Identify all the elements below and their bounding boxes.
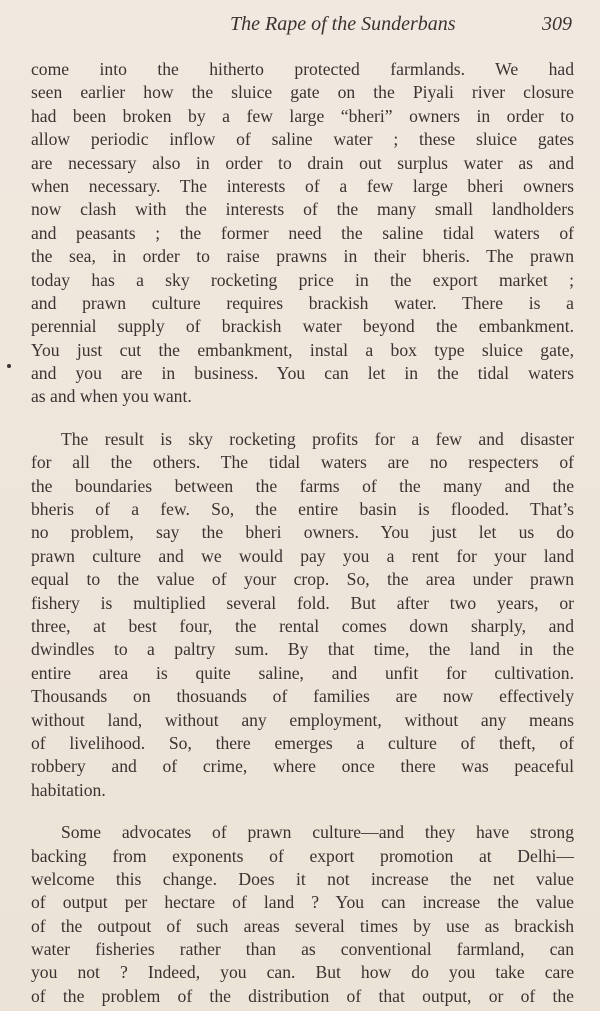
- text-line: for all the others. The tidal waters are no respecters of: [31, 452, 574, 473]
- paragraph-gap: [31, 409, 574, 428]
- text-line: welcome this change. Does it not increase the net value: [31, 868, 574, 889]
- text-line: the sea, in order to raise prawns in their bheris. The prawn: [31, 246, 574, 267]
- text-line: are necessary also in order to drain out surplus water as and: [31, 152, 574, 173]
- text-line: allow periodic inflow of saline water ; these sluice gates: [31, 129, 574, 150]
- text-line: seen earlier how the sluice gate on the Piyali river closure: [31, 82, 574, 103]
- paragraph-2: [31, 428, 574, 802]
- text-line: as and when you want.: [31, 386, 192, 407]
- paragraph-gap: [31, 802, 574, 821]
- text-line: no problem, say the bheri owners. You just let us do: [31, 522, 574, 543]
- text-line: of the problem of the distribution of that output, or of the: [31, 985, 574, 1006]
- text-line: You just cut the embankment, instal a box type sluice gate,: [31, 339, 574, 360]
- text-line: Some advocates of prawn culture—and they have strong: [61, 822, 574, 843]
- text-line: and peasants ; the former need the saline tidal waters of: [31, 222, 574, 243]
- text-line: bheris of a few. So, the entire basin is flooded. That’s: [31, 499, 574, 520]
- text-line: prawn culture and we would pay you a rent for your land: [31, 545, 574, 566]
- text-line: The result is sky rocketing profits for a few and disaster: [61, 428, 574, 449]
- text-line: equal to the value of your crop. So, the area under prawn: [31, 569, 574, 590]
- text-line: water fisheries rather than as conventional farmland, can: [31, 939, 574, 960]
- text-line: Thousands on thosuands of families are now effectively: [31, 686, 574, 707]
- text-line: entire area is quite saline, and unfit for cultivation.: [31, 662, 574, 683]
- running-header: [230, 8, 572, 40]
- text-line: robbery and of crime, where once there was peaceful: [31, 756, 574, 777]
- text-line: dwindles to a paltry sum. By that time, the land in the: [31, 639, 574, 660]
- text-line: now clash with the interests of the many small landholders: [31, 199, 574, 220]
- text-line: had been broken by a few large “bheri” owners in order to: [31, 105, 574, 126]
- text-line: of livelihood. So, there emerges a culture of theft, of: [31, 732, 574, 753]
- text-line: habitation.: [31, 779, 106, 800]
- text-line: you not ? Indeed, you can. But how do you take care: [31, 962, 574, 983]
- text-line: and you are in business. You can let in the tidal waters: [31, 363, 574, 384]
- running-title: The Rape of the Sunderbans: [230, 13, 456, 35]
- text-line: when necessary. The interests of a few large bheri owners: [31, 175, 574, 196]
- paragraph-3: [31, 821, 574, 1008]
- page-number: 309: [542, 13, 572, 35]
- paragraph-1: [31, 58, 574, 409]
- text-line: today has a sky rocketing price in the export market ;: [31, 269, 574, 290]
- text-line: of the outpout of such areas several times by use as brackish: [31, 915, 574, 936]
- text-line: perennial supply of brackish water beyond the embankment.: [31, 316, 574, 337]
- text-line: backing from exponents of export promotion at Delhi—: [31, 845, 574, 866]
- text-line: come into the hitherto protected farmlands. We had: [31, 59, 574, 79]
- body-text: [31, 58, 574, 1008]
- text-line: fishery is multiplied several fold. But after two years, or: [31, 592, 574, 613]
- text-line: three, at best four, the rental comes down sharply, and: [31, 615, 574, 636]
- text-line: and prawn culture requires brackish water. There is a: [31, 292, 574, 313]
- text-line: without land, without any employment, without any means: [31, 709, 574, 730]
- text-line: the boundaries between the farms of the many and the: [31, 475, 574, 496]
- text-line: of output per hectare of land ? You can increase the value: [31, 892, 574, 913]
- margin-mark: [7, 364, 11, 368]
